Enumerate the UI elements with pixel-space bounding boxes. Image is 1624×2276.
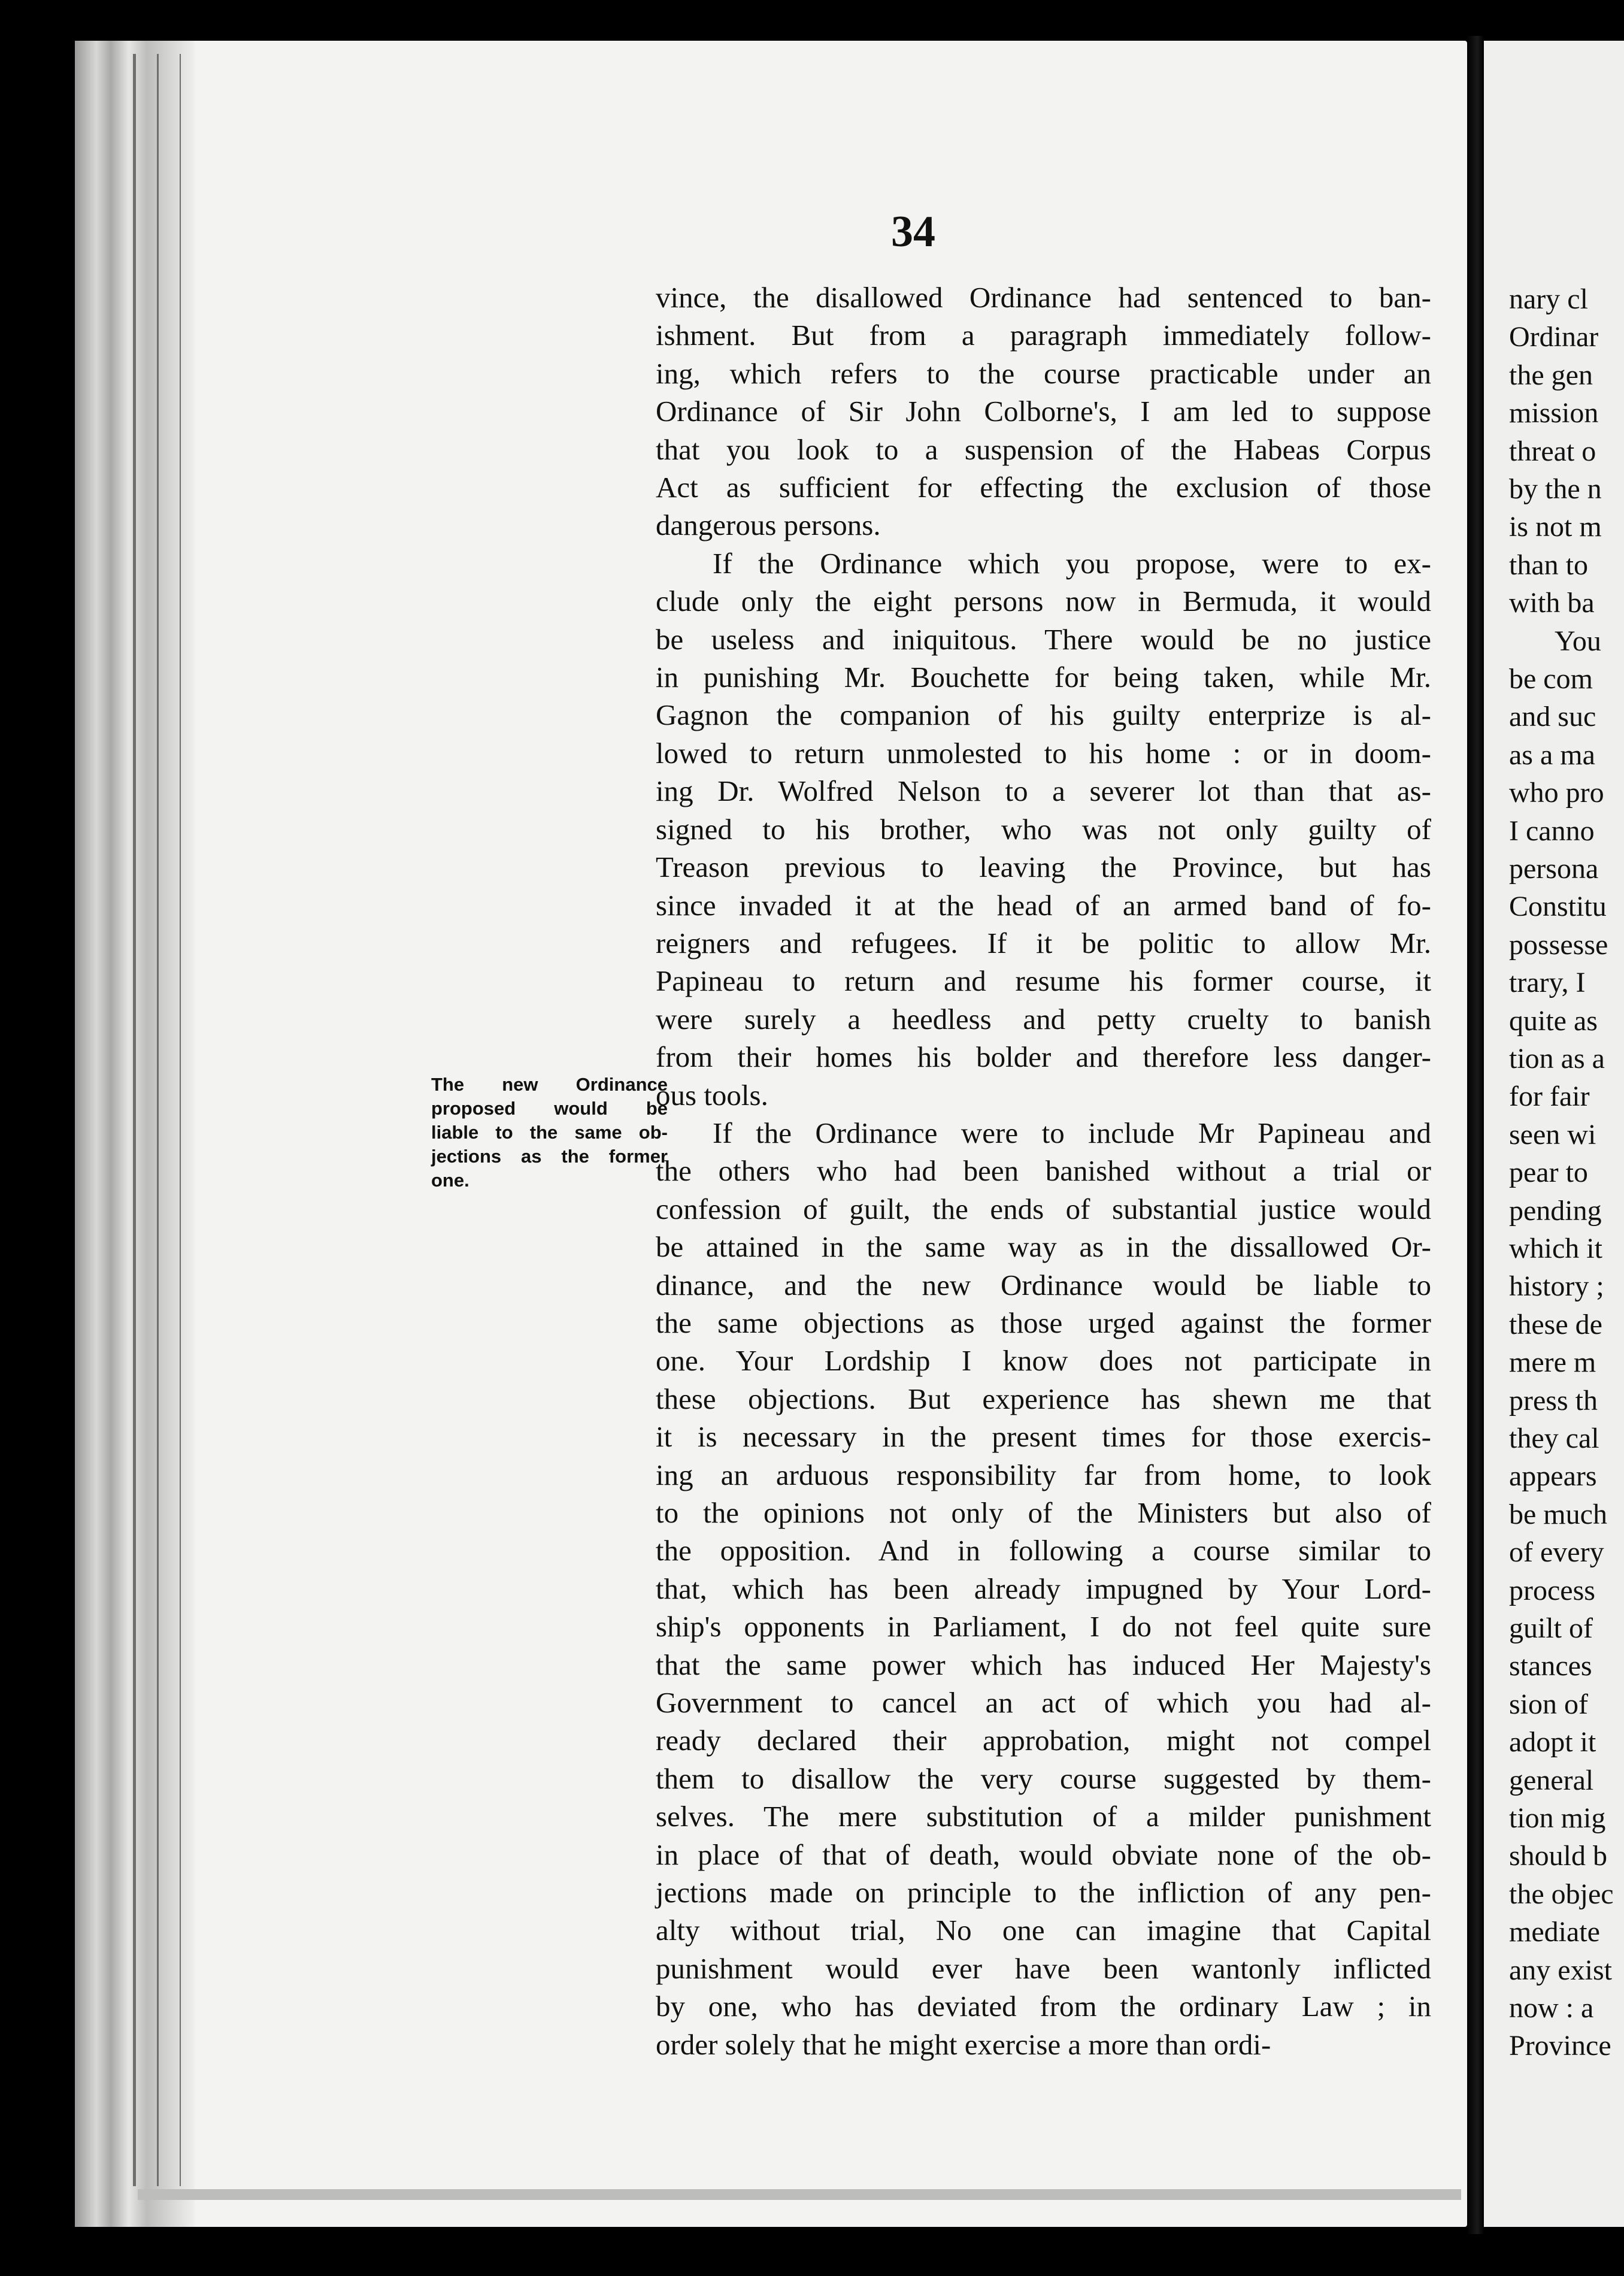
- next-page-line: I canno: [1509, 815, 1595, 847]
- next-page-line: history ;: [1509, 1270, 1604, 1303]
- next-page-line: any exist: [1509, 1954, 1612, 1986]
- text-line: the opposition. And in following a course similar to: [656, 1534, 1431, 1567]
- text-line: in punishing Mr. Bouchette for being taken, while Mr.: [656, 661, 1431, 694]
- book-gutter: [1467, 36, 1484, 2234]
- next-page-line: should b: [1509, 1840, 1608, 1872]
- text-line: Government to cancel an act of which you had al-: [656, 1686, 1431, 1720]
- next-page-line: guilt of: [1509, 1612, 1593, 1644]
- margin-note-line: liable to the same ob-: [431, 1122, 668, 1143]
- text-line: Act as sufficient for effecting the exclusion of those: [656, 471, 1431, 504]
- next-page-line: appears: [1509, 1460, 1597, 1493]
- text-line: ship's opponents in Parliament, I do not feel quite sure: [656, 1610, 1431, 1644]
- text-line: ing, which refers to the course practicable under an: [656, 356, 1431, 390]
- text-line: the others who had been banished without a trial or: [656, 1154, 1431, 1188]
- text-line: that you look to a suspension of the Habeas Corpus: [656, 432, 1431, 466]
- next-page-line: than to: [1509, 549, 1588, 581]
- text-line: dinance, and the new Ordinance would be liable to: [656, 1268, 1431, 1302]
- next-page-line: press th: [1509, 1384, 1598, 1417]
- text-line: ing Dr. Wolfred Nelson to a severer lot than that as-: [656, 774, 1431, 808]
- paragraph: [656, 544, 1431, 1114]
- next-page-line: You: [1555, 625, 1601, 657]
- text-line: from their homes his bolder and therefore less danger-: [656, 1040, 1431, 1074]
- text-line: reigners and refugees. If it be politic to allow Mr.: [656, 926, 1431, 960]
- margin-note: [431, 1073, 668, 1193]
- spine-line: [157, 54, 159, 2186]
- next-page-line: these de: [1509, 1308, 1602, 1340]
- next-page-line: tion as a: [1509, 1043, 1605, 1075]
- next-page-line: stances: [1509, 1650, 1592, 1682]
- text-line: the same objections as those urged against the former: [656, 1306, 1431, 1339]
- next-page-line: pear to: [1509, 1157, 1588, 1189]
- margin-note-line: proposed would be: [431, 1098, 668, 1119]
- next-page-line: adopt it: [1509, 1726, 1596, 1759]
- text-line: dangerous persons.: [656, 509, 881, 542]
- text-line: be useless and iniquitous. There would be no justice: [656, 622, 1431, 656]
- next-page-line: Ordinar: [1509, 321, 1599, 353]
- next-page-line: of every: [1509, 1536, 1604, 1569]
- text-line: confession of guilt, the ends of substantial justice would: [656, 1192, 1431, 1225]
- next-page-line: quite as: [1509, 1004, 1598, 1037]
- text-line: since invaded it at the head of an armed band of fo-: [656, 888, 1431, 922]
- next-page-line: be com: [1509, 663, 1593, 695]
- text-line: to the opinions not only of the Ministers but also of: [656, 1496, 1431, 1529]
- next-page-line: now : a: [1509, 1992, 1594, 2024]
- text-line: these objections. But experience has shewn me that: [656, 1382, 1431, 1415]
- text-line: lowed to return unmolested to his home : or in doom-: [656, 736, 1431, 770]
- next-page-line: seen wi: [1509, 1118, 1596, 1151]
- next-page-line: mere m: [1509, 1346, 1596, 1379]
- next-page-line: Constitu: [1509, 891, 1607, 923]
- next-page-line: by the n: [1509, 473, 1602, 505]
- next-page-line: nary cl: [1509, 283, 1588, 315]
- next-page-line: who pro: [1509, 777, 1604, 809]
- next-page-line: general: [1509, 1764, 1594, 1796]
- text-line: them to disallow the very course suggested by them-: [656, 1762, 1431, 1795]
- next-page-line: and suc: [1509, 701, 1596, 733]
- next-page-line: the gen: [1509, 359, 1593, 391]
- text-line: If the Ordinance were to include Mr Papineau and: [713, 1116, 1431, 1149]
- next-page-line: which it: [1509, 1233, 1602, 1264]
- next-page-line: as a ma: [1509, 739, 1595, 771]
- next-page-line: they cal: [1509, 1422, 1599, 1454]
- text-line: punishment would ever have been wantonly inflicted: [656, 1951, 1431, 1985]
- next-page-line: mediate: [1509, 1916, 1600, 1948]
- next-page-line: threat o: [1509, 435, 1596, 467]
- text-line: Ordinance of Sir John Colborne's, I am led to suppose: [656, 395, 1431, 428]
- next-page-line: pending: [1509, 1194, 1602, 1227]
- text-line: vince, the disallowed Ordinance had sentenced to ban-: [656, 281, 1431, 314]
- next-page-line: sion of: [1509, 1688, 1588, 1720]
- spine-line: [133, 54, 136, 2186]
- next-page-line: process: [1509, 1574, 1595, 1606]
- text-line: ishment. But from a paragraph immediately follow-: [656, 319, 1431, 352]
- text-line: that, which has been already impugned by Your Lord-: [656, 1572, 1431, 1605]
- next-page-line: Province: [1509, 2030, 1611, 2062]
- next-page-line: mission: [1509, 397, 1599, 429]
- text-line: one. Your Lordship I know does not participate in: [656, 1344, 1431, 1378]
- text-line: that the same power which has induced Her Majesty's: [656, 1648, 1431, 1681]
- next-page-fragment: [1484, 41, 1624, 2227]
- page-number: 34: [891, 207, 935, 256]
- next-page-line: persona: [1509, 853, 1599, 885]
- text-line: Treason previous to leaving the Province, but has: [656, 851, 1431, 884]
- text-line: ous tools.: [656, 1078, 768, 1112]
- next-page-line: with ba: [1509, 587, 1595, 619]
- text-line: it is necessary in the present times for those exercis-: [656, 1420, 1431, 1454]
- next-page-line: be much: [1509, 1498, 1607, 1530]
- text-line: Gagnon the companion of his guilty enterprize is al-: [656, 698, 1431, 732]
- text-line: If the Ordinance which you propose, were to ex-: [713, 546, 1431, 580]
- paragraph: [656, 279, 1431, 544]
- next-page-line: tion mig: [1509, 1802, 1606, 1834]
- spine-line: [180, 54, 181, 2186]
- text-line: signed to his brother, who was not only guilty of: [656, 812, 1431, 846]
- text-line: clude only the eight persons now in Bermuda, it would: [656, 585, 1431, 618]
- text-line: Papineau to return and resume his former course, it: [656, 964, 1431, 998]
- margin-note-line: one.: [431, 1170, 469, 1191]
- text-line: by one, who has deviated from the ordinary Law ; in: [656, 1990, 1431, 2023]
- text-line: be attained in the same way as in the dissallowed Or-: [656, 1230, 1431, 1264]
- next-page-line: possesse: [1509, 928, 1608, 961]
- text-line: ing an arduous responsibility far from home, to look: [656, 1458, 1431, 1491]
- page-bottom-edge: [138, 2189, 1461, 2200]
- next-page-line: the objec: [1509, 1878, 1614, 1910]
- margin-note-line: The new Ordinance: [431, 1074, 668, 1095]
- margin-note-line: jections as the former: [431, 1146, 668, 1167]
- text-line: order solely that he might exercise a more than ordi-: [656, 2027, 1271, 2061]
- paragraph: [656, 1114, 1431, 2063]
- text-line: jections made on principle to the infliction of any pen-: [656, 1876, 1431, 1909]
- text-line: ready declared their approbation, might not compel: [656, 1724, 1431, 1757]
- text-line: alty without trial, No one can imagine that Capital: [656, 1914, 1431, 1947]
- main-text-column: [656, 279, 1431, 2063]
- text-line: selves. The mere substitution of a milder punishment: [656, 1800, 1431, 1833]
- text-line: were surely a heedless and petty cruelty to banish: [656, 1002, 1431, 1036]
- text-line: in place of that of death, would obviate none of the ob-: [656, 1838, 1431, 1871]
- next-page-line: is not m: [1509, 511, 1602, 543]
- next-page-line: for fair: [1509, 1081, 1590, 1113]
- next-page-line: trary, I: [1509, 967, 1586, 999]
